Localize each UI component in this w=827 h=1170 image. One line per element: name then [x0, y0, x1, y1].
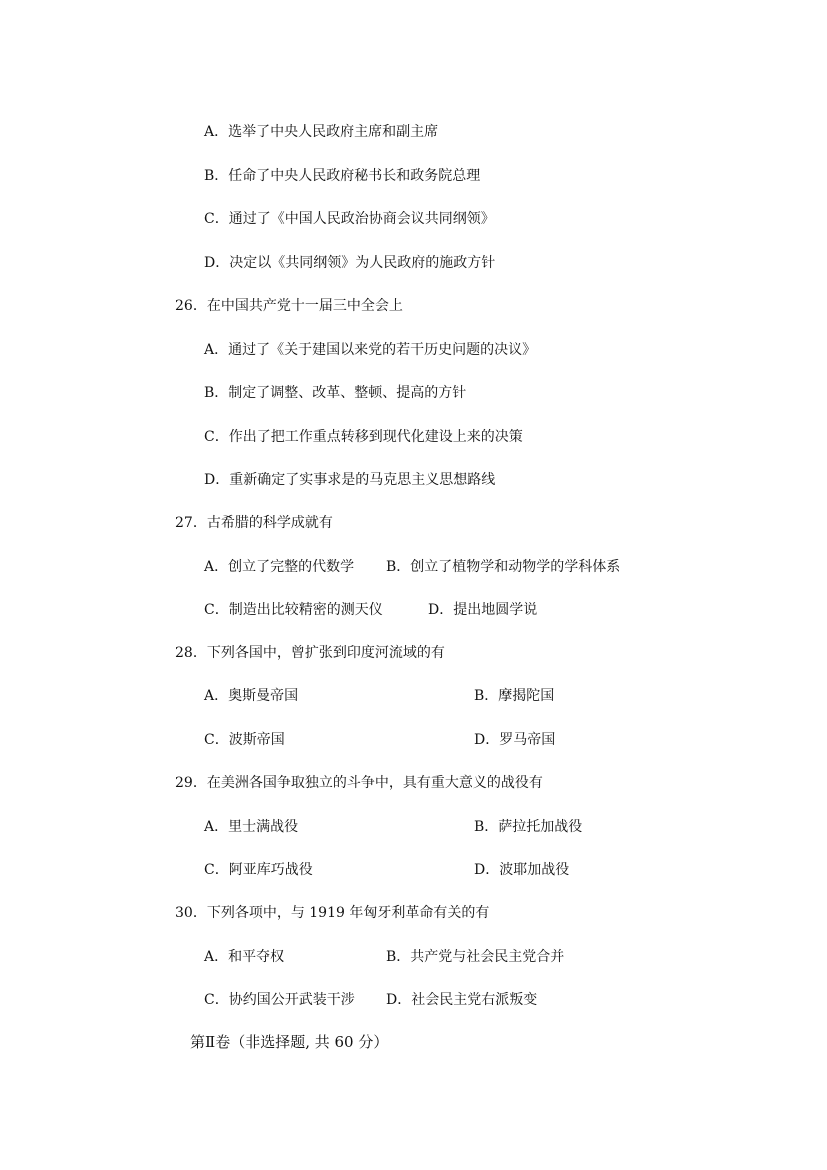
q28-option-b: B．摩揭陀国: [474, 688, 555, 704]
q30-option-c: C．协约国公开武装干涉: [204, 992, 355, 1008]
q28-option-c: C．波斯帝国: [204, 732, 285, 748]
q27-option-d: D．提出地圆学说: [428, 602, 538, 618]
q29-option-a: A．里士满战役: [204, 819, 299, 835]
q27-option-c: C．制造出比较精密的测天仪: [204, 602, 383, 618]
q30-option-a: A．和平夺权: [204, 949, 285, 965]
q30-option-d: D．社会民主党右派叛变: [386, 992, 538, 1008]
section-2-heading: 第Ⅱ卷（非选择题, 共 60 分）: [190, 1033, 389, 1051]
q28-option-a: A．奥斯曼帝国: [204, 688, 299, 704]
q30-option-b: B．共产党与社会民主党合并: [386, 949, 565, 965]
q29-option-b: B．萨拉托加战役: [474, 819, 583, 835]
q28-option-d: D．罗马帝国: [474, 732, 556, 748]
q25-option-c: C．通过了《中国人民政治协商会议共同纲领》: [204, 211, 495, 227]
q27-option-b: B．创立了植物学和动物学的学科体系: [386, 559, 621, 575]
q26-option-c: C．作出了把工作重点转移到现代化建设上来的决策: [204, 429, 523, 445]
q25-option-a: A．选举了中央人民政府主席和副主席: [204, 124, 439, 140]
q26-option-a: A．通过了《关于建国以来党的若干历史问题的决议》: [204, 342, 537, 358]
q27-option-a: A．创立了完整的代数学: [204, 559, 355, 575]
q28-stem: 28．下列各国中，曾扩张到印度河流域的有: [175, 645, 445, 661]
q26-option-d: D．重新确定了实事求是的马克思主义思想路线: [204, 472, 496, 488]
q29-option-d: D．波耶加战役: [474, 862, 570, 878]
q29-stem: 29．在美洲各国争取独立的斗争中，具有重大意义的战役有: [175, 775, 543, 791]
q30-stem: 30．下列各项中，与 1919 年匈牙利革命有关的有: [175, 905, 490, 921]
q27-stem: 27．古希腊的科学成就有: [175, 515, 333, 531]
q25-option-d: D．决定以《共同纲领》为人民政府的施政方针: [204, 255, 496, 271]
q25-option-b: B．任命了中央人民政府秘书长和政务院总理: [204, 168, 481, 184]
q26-option-b: B．制定了调整、改革、整顿、提高的方针: [204, 385, 467, 401]
q29-option-c: C．阿亚库巧战役: [204, 862, 313, 878]
q26-stem: 26．在中国共产党十一届三中全会上: [175, 298, 403, 314]
